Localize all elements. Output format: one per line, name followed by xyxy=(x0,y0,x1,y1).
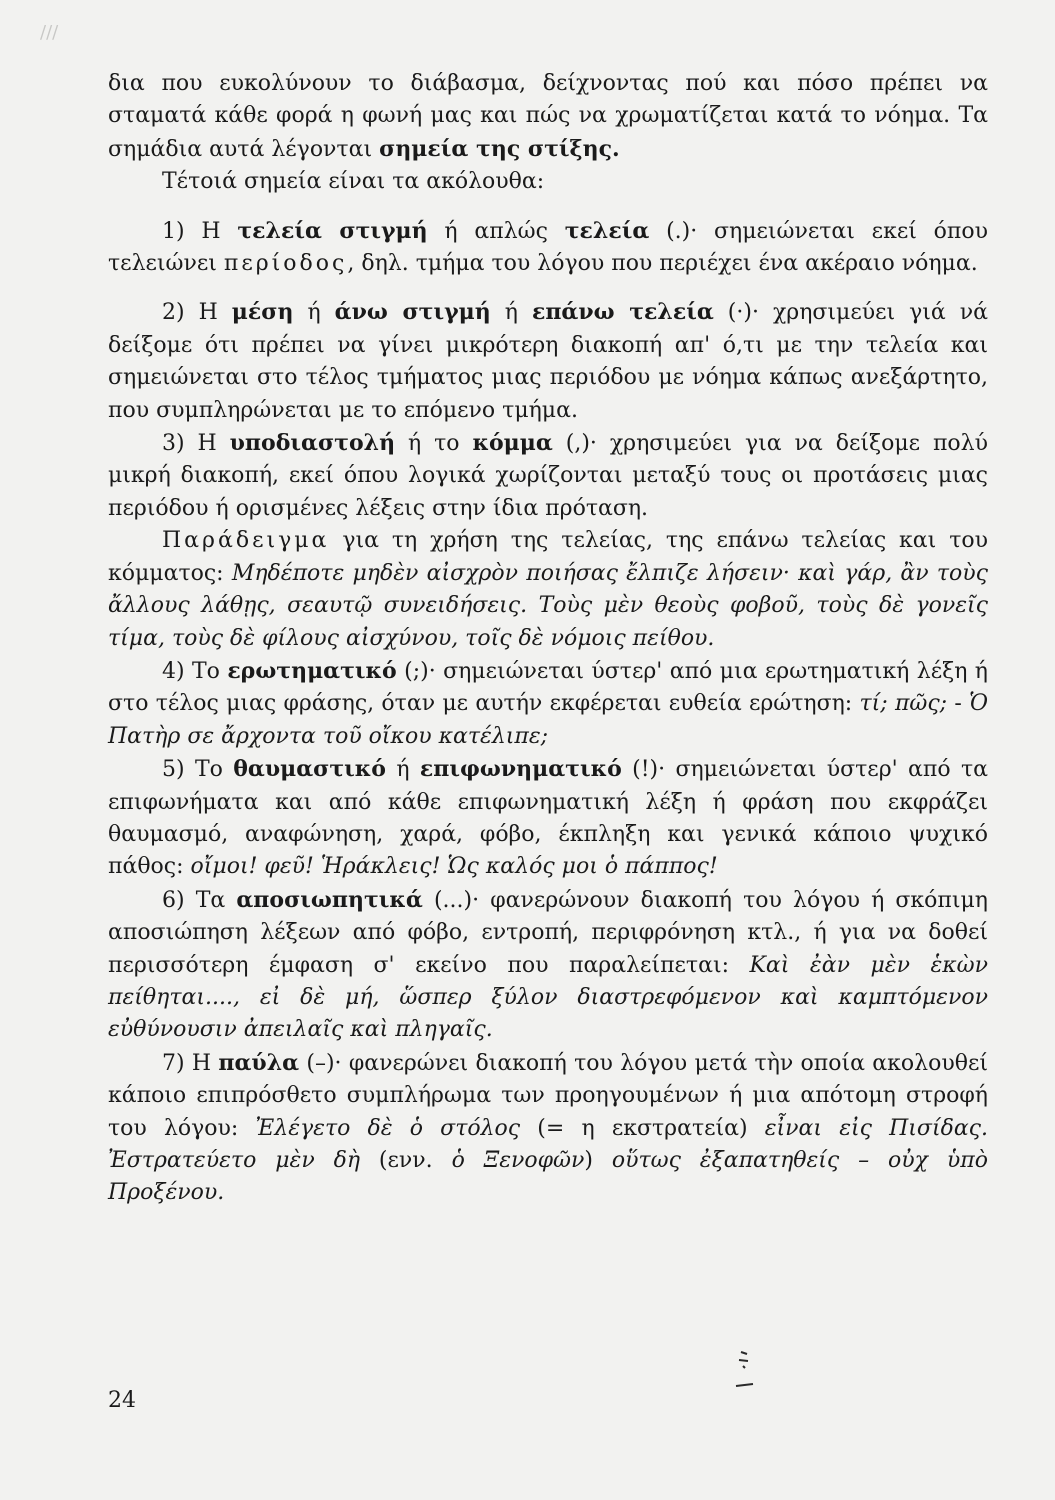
item-1-text-3: , δηλ. τμήμα του λόγου που περιέχει ένα ακέραιο νόημα. xyxy=(347,251,978,277)
item-6-text-1: (...)· φανερώνουν διακοπή του λόγου ή σκόπιμη αποσιώπηση λέξεων από φόβο, εντροπή, περιφρόνηση κτλ., ή για να δοθεί περισσότερη έμφαση σ' εκείνο που παραλείπεται: xyxy=(108,887,988,978)
page-number: 24 xyxy=(108,1388,136,1413)
intro-term-bold: σημεία της στίξης. xyxy=(379,135,620,162)
item-6-quote: Καὶ ἐὰν μὲν ἑκὼν πείθηται...., εἰ δὲ μή, ὥσπερ ξύλον διαστρεφόμενον καὶ καμπτόμενον εὐθύνουσιν ἀπειλαῖς καὶ πληγαῖς. xyxy=(108,952,988,1043)
item-4-term-1: ερωτηματικό xyxy=(227,657,397,684)
item-6-lead: 6) Τα xyxy=(162,887,237,913)
item-1-text-2: (.)· σημειώνεται εκεί όπου τελειώνει xyxy=(108,218,988,277)
item-1-text-1: ή απλώς xyxy=(427,218,565,244)
intro-paragraph xyxy=(108,68,988,166)
item-4-paragraph xyxy=(108,655,988,753)
item-3-paragraph xyxy=(108,427,988,525)
item-1-term-1: τελεία στιγμή xyxy=(237,217,428,244)
item-3-term-2: κόμμα xyxy=(472,430,553,457)
list-intro-paragraph: Τέτοιά σημεία είναι τα ακόλουθα: xyxy=(162,169,545,195)
text-body xyxy=(108,68,988,1210)
intro-text: δια που ευκολύνουν το διάβασμα, δείχνοντας πού και πόσο πρέπει να σταματά κάθε φορά η φωνή μας και πώς να χρωματίζεται κατά το νόημα. Τα σημάδια αυτά λέγονται xyxy=(108,71,988,162)
item-7-paragraph xyxy=(108,1047,988,1210)
ink-smudge-mark xyxy=(733,1350,755,1390)
corner-mark: /// xyxy=(40,22,59,43)
item-7-quote-4: οὕτως ἐξαπατηθείς – οὐχ ὑπὸ Προξένου. xyxy=(108,1148,988,1206)
item-4-text-1: (;)· σημειώνεται ύστερ' από μια ερωτηματική λέξη ή στο τέλος μιας φράσης, όταν με αυτήν εκφέρεται ευθεία ερώτηση: xyxy=(108,658,988,717)
item-7-term-1: παύλα xyxy=(218,1049,300,1076)
item-2-text-2: ή xyxy=(490,300,532,326)
item-1-paragraph xyxy=(108,215,988,281)
item-2-text-3: (·)· χρησιμεύει γιά νά δείξομε ότι πρέπει να γίνει μικρότερη διακοπή απ' ό,τι με την τελεία και σημειώνεται στο τέλος τμήματος μιας περιόδου με νόημα κάπως ανεξάρτητο, που συμπληρώνεται με το επόμενο τμήμα. xyxy=(108,300,988,423)
item-6-paragraph xyxy=(108,884,988,1047)
item-6-term-1: αποσιωπητικά xyxy=(236,886,423,913)
item-5-quote: οἴμοι! φεῦ! Ἡράκλεις! Ὡς καλός μοι ὁ πάππος! xyxy=(190,854,718,880)
item-7-text-2: (= η εκστρατεία) xyxy=(520,1115,765,1141)
item-7-text-1: (–)· φανερώνει διακοπή του λόγου μετά τὴν οποία ακολουθεί κάποιο επιπρόσθετο συμπλήρωμα των προηγουμένων ή μια απότομη στροφή του λόγου: xyxy=(108,1050,988,1141)
item-1-spaced-word: περίοδος xyxy=(223,251,348,277)
item-5-paragraph xyxy=(108,753,988,884)
example-text: για τη χρήση της τελείας, της επάνω τελείας και του κόμματος: xyxy=(108,528,988,586)
item-4-quote-2: Ὁ Πατὴρ σε ἄρχοντα τοῦ οἴκου κατέλιπε; xyxy=(108,691,988,749)
item-1-lead: 1) Η xyxy=(162,218,238,244)
item-7-quote-3: ὁ Ξενοφῶν xyxy=(451,1148,585,1173)
item-5-term-2: επιφωνηματικό xyxy=(419,756,622,783)
item-5-text-2: (!)· σημειώνεται ύστερ' από τα επιφωνήματα και από κάθε επιφωνηματική λέξη ή φράση που εκφράζει θαυμασμό, αναφώνηση, χαρά, φόβο, έκπληξη και γενικά κάποιο ψυχικό πάθος: xyxy=(108,757,988,880)
example-spaced-word: Παράδειγμα xyxy=(162,528,330,554)
item-3-term-1: υποδιαστολή xyxy=(229,430,396,457)
item-4-text-2: - xyxy=(947,691,970,717)
item-3-text-1: ή το xyxy=(395,431,473,457)
item-3-text-2: (,)· χρησιμεύει για να δείξομε πολύ μικρή διακοπή, εκεί όπου λογικά χωρίζονται μεταξύ τους οι προτάσεις μιας περιόδου ή ορισμένες λέξεις στην ίδια πρόταση. xyxy=(108,431,988,521)
item-7-quote-1: Ἐλέγετο δὲ ὁ στόλος xyxy=(255,1115,521,1141)
item-2-text-1: ή xyxy=(293,300,335,326)
item-2-term-3: επάνω τελεία xyxy=(531,299,714,326)
example-paragraph xyxy=(108,525,988,655)
item-1-term-2: τελεία xyxy=(564,217,650,244)
item-4-quote-1: τί; πῶς; xyxy=(859,691,948,717)
item-7-text-4: ) xyxy=(584,1148,612,1173)
item-2-lead: 2) Η xyxy=(162,300,232,326)
item-5-term-1: θαυμαστικό xyxy=(233,756,386,783)
item-5-lead: 5) Το xyxy=(162,757,234,783)
item-7-lead: 7) Η xyxy=(162,1050,219,1076)
item-3-lead: 3) Η xyxy=(162,431,230,457)
example-quote: Μηδέποτε μηδὲν αἰσχρὸν ποιήσας ἔλπιζε λήσειν· καὶ γάρ, ἂν τοὺς ἄλλους λάθῃς, σεαυτῷ συνειδήσεις. Τοὺς μὲν θεοὺς φοβοῦ, τοὺς δὲ γονεῖς τίμα, τοὺς δὲ φίλους αἰσχύνου, τοῖς δὲ νόμοις πείθου. xyxy=(108,560,988,651)
item-4-lead: 4) Το xyxy=(162,658,228,684)
item-2-term-2: άνω στιγμή xyxy=(334,299,491,326)
item-7-quote-2: εἶναι εἰς Πισίδας. Ἐστρατεύετο μὲν δὴ xyxy=(108,1115,988,1173)
item-5-text-1: ή xyxy=(385,757,420,783)
item-7-text-3: (ενν. xyxy=(360,1148,452,1173)
item-2-paragraph xyxy=(108,296,988,427)
item-2-term-1: μέση xyxy=(231,299,294,326)
